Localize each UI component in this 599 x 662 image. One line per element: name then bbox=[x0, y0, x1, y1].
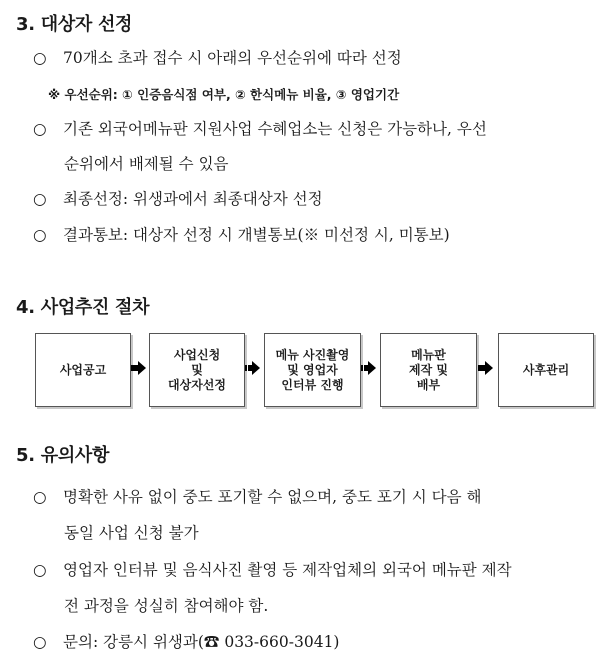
circle-bullet-icon: ○ bbox=[33, 488, 47, 506]
list-item bbox=[33, 187, 323, 209]
flow-step-announcement: 사업공고 bbox=[35, 333, 131, 407]
list-item-text: 최종선정: 위생과에서 최종대상자 선정 bbox=[63, 190, 323, 208]
list-item-text: 기존 외국어메뉴판 지원사업 수혜업소는 신청은 가능하나, 우선 bbox=[63, 120, 487, 138]
flow-step-follow-up: 사후관리 bbox=[498, 333, 594, 407]
list-item-text: 영업자 인터뷰 및 음식사진 촬영 등 제작업체의 외국어 메뉴판 제작 bbox=[63, 561, 512, 579]
list-item bbox=[33, 46, 402, 68]
flow-step-photo-interview: 메뉴 사진촬영 및 영업자 인터뷰 진행 bbox=[264, 333, 361, 407]
right-arrow-icon bbox=[245, 360, 261, 376]
section-heading-procedure: 4. 사업추진 절차 bbox=[16, 297, 150, 318]
priority-note: ※ 우선순위: ① 인증음식점 여부, ② 한식메뉴 비율, ③ 영업기간 bbox=[48, 87, 400, 102]
circle-bullet-icon: ○ bbox=[33, 190, 47, 208]
list-item-continuation: 전 과정을 성실히 참여해야 함. bbox=[64, 597, 269, 615]
list-item bbox=[33, 223, 450, 245]
section-heading-selection: 3. 대상자 선정 bbox=[16, 14, 133, 35]
list-item bbox=[33, 630, 339, 652]
right-arrow-icon bbox=[131, 360, 147, 376]
circle-bullet-icon: ○ bbox=[33, 120, 47, 138]
list-item-continuation: 순위에서 배제될 수 있음 bbox=[64, 155, 229, 173]
list-item-text: 70개소 초과 접수 시 아래의 우선순위에 따라 선정 bbox=[63, 49, 402, 67]
right-arrow-icon bbox=[361, 360, 377, 376]
list-item-text: 결과통보: 대상자 선정 시 개별통보(※ 미선정 시, 미통보) bbox=[63, 226, 450, 244]
flow-step-application: 사업신청 및 대상자선정 bbox=[149, 333, 245, 407]
list-item bbox=[33, 485, 481, 507]
list-item bbox=[33, 558, 512, 580]
section-heading-notes: 5. 유의사항 bbox=[16, 445, 110, 466]
list-item-text: 문의: 강릉시 위생과(☎ 033-660-3041) bbox=[63, 633, 340, 651]
circle-bullet-icon: ○ bbox=[33, 226, 47, 244]
circle-bullet-icon: ○ bbox=[33, 49, 47, 67]
circle-bullet-icon: ○ bbox=[33, 633, 47, 651]
procedure-flowchart bbox=[35, 333, 595, 407]
circle-bullet-icon: ○ bbox=[33, 561, 47, 579]
list-item-text: 명확한 사유 없이 중도 포기할 수 없으며, 중도 포기 시 다음 해 bbox=[63, 488, 482, 506]
list-item bbox=[33, 117, 487, 139]
list-item-continuation: 동일 사업 신청 불가 bbox=[64, 524, 199, 542]
right-arrow-icon bbox=[478, 360, 494, 376]
flow-step-menu-production: 메뉴판 제작 및 배부 bbox=[380, 333, 477, 407]
